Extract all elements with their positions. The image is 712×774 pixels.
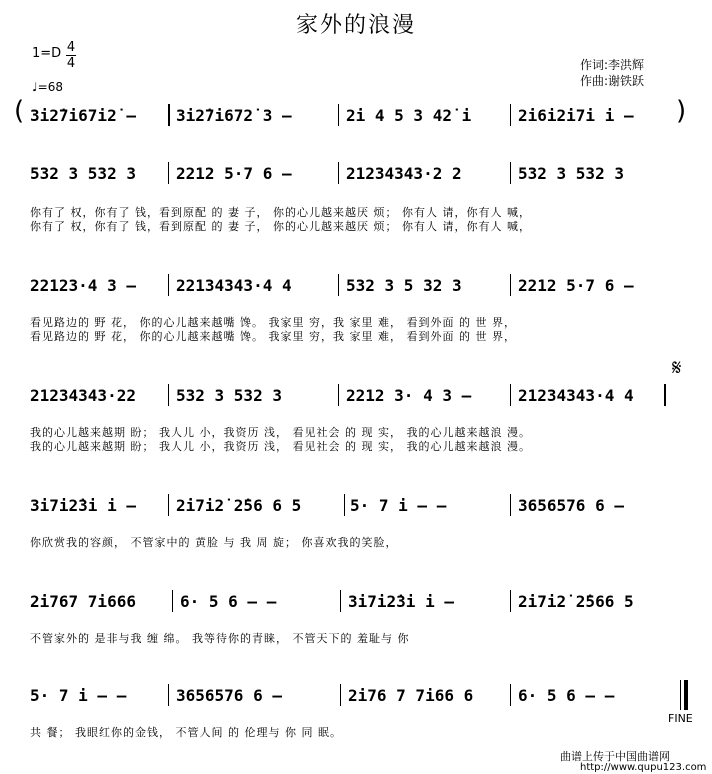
- barline: [168, 494, 169, 516]
- row4-measure3: 2212 3· 4 3 –: [346, 386, 472, 405]
- row3-lyrics-verse2: 看见路边的 野 花， 你的心儿越来越嘴 馋。 我家里 穷，我 家里 难， 看到外面 的 世 界，: [30, 330, 516, 343]
- row1-measure4: 2̇i6i2̇i7i i –: [518, 106, 634, 125]
- row7-measure3: 2̇i76 7 7i66 6: [348, 686, 474, 705]
- barline: [344, 494, 345, 516]
- row1-measure1: 3i2̇7i67i2̇ –: [30, 106, 136, 125]
- time-bottom: 4: [66, 56, 76, 71]
- barline: [338, 104, 339, 126]
- row3-lyrics-verse1: 看见路边的 野 花， 你的心儿越来越嘴 馋。 我家里 穷，我 家里 难， 看到外面 的 世 界，: [30, 316, 516, 329]
- tempo-marking: ♩=68: [32, 80, 63, 94]
- double-barline: [664, 384, 666, 406]
- row7-measure2: 3656576 6 –: [176, 686, 282, 705]
- row5-measure1: 3i7i2̇3i i –: [30, 496, 136, 515]
- row6-measure3: 3i7i2̇3i i –: [348, 592, 454, 611]
- row6-measure1: 2̇i767 7i666: [30, 592, 136, 611]
- row3-measure1: 22123·4 3 –: [30, 276, 136, 295]
- row7-measure4: 6· 5 6 – –: [518, 686, 615, 705]
- time-top: 4: [66, 40, 76, 55]
- row2-lyrics-verse2: 你有了 权，你有了 钱，看到原配 的 妻 子， 你的心儿越来越厌 烦； 你有人 请，你有人 喊，: [30, 220, 531, 233]
- row5-lyrics: 你欣赏我的容颜， 不管家中的 黄脸 与 我 周 旋； 你喜欢我的笑脸，: [30, 536, 398, 549]
- barline: [510, 274, 511, 296]
- row3-measure4: 2212 5·7 6 –: [518, 276, 634, 295]
- lyricist: 作词:李洪辉: [580, 58, 645, 72]
- row1-measure2: 3i2̇7i672̇ 3 –: [176, 106, 292, 125]
- barline: [510, 590, 511, 612]
- barline: [168, 162, 169, 184]
- barline: [338, 162, 339, 184]
- footer-credit: 曲谱上传于中国曲谱网: [560, 750, 670, 763]
- footer-url: http://www.qupu123.com: [580, 762, 707, 773]
- row2-measure2: 2212 5·7 6 –: [176, 164, 292, 183]
- row4-measure2: 532 3 532 3: [176, 386, 282, 405]
- final-barline-thick: [684, 680, 688, 710]
- row2-measure1: 532 3 532 3: [30, 164, 136, 183]
- row7-measure1: 5· 7 i – –: [30, 686, 127, 705]
- barline: [168, 684, 169, 706]
- barline: [510, 494, 511, 516]
- barline: [338, 384, 339, 406]
- barline: [168, 104, 170, 126]
- barline: [168, 384, 169, 406]
- composer: 作曲:谢铁跃: [580, 74, 645, 88]
- barline: [172, 590, 173, 612]
- row6-measure2: 6· 5 6 – –: [180, 592, 277, 611]
- row3-measure3: 532 3 5 32 3: [346, 276, 462, 295]
- key-signature: 1=D: [32, 46, 62, 61]
- time-signature: [66, 40, 76, 71]
- row4-measure1: 21234343·22: [30, 386, 136, 405]
- row5-measure2: 2̇i7i2̇ 2̇56 6 5: [176, 496, 302, 515]
- final-barline-thin: [680, 680, 681, 710]
- row4-lyrics-verse1: 我的心儿越来越期 盼； 我人儿 小，我资历 浅， 看见社会 的 现 实， 我的心儿越来越浪 漫。: [30, 426, 531, 439]
- row2-measure4: 532 3 532 3: [518, 164, 624, 183]
- row4-lyrics-verse2: 我的心儿越来越期 盼； 我人儿 小，我资历 浅， 看见社会 的 现 实， 我的心儿越来越浪 漫。: [30, 440, 531, 453]
- barline: [168, 274, 169, 296]
- row4-measure4: 21234343·4 4: [518, 386, 634, 405]
- open-paren: (: [14, 96, 25, 126]
- barline: [340, 590, 341, 612]
- barline: [510, 384, 511, 406]
- row7-lyrics: 共 餐； 我眼红你的金钱， 不管人间 的 伦理与 你 同 眠。: [30, 726, 342, 739]
- barline: [510, 684, 511, 706]
- row6-lyrics: 不管家外的 是非与我 缠 绵。 我等待你的青睐， 不管天下的 羞耻与 你: [30, 632, 410, 645]
- segno-icon: 𝄋: [672, 356, 682, 381]
- barline: [510, 162, 511, 184]
- row5-measure3: 5· 7 i – –: [350, 496, 447, 515]
- barline: [510, 104, 511, 126]
- row6-measure4: 2̇i7i2̇ 2̇566 5: [518, 592, 634, 611]
- song-title: 家外的浪漫: [295, 13, 416, 38]
- row3-measure2: 22134343·4 4: [176, 276, 292, 295]
- barline: [338, 274, 339, 296]
- close-paren: ): [676, 96, 687, 126]
- row2-measure3: 21234343·2 2: [346, 164, 462, 183]
- row1-measure3: 2̇i 4 5 3 42̇ i: [346, 106, 472, 125]
- row2-lyrics-verse1: 你有了 权，你有了 钱，看到原配 的 妻 子， 你的心儿越来越厌 烦； 你有人 请，你有人 喊，: [30, 206, 531, 219]
- fine-marking: FINE: [668, 712, 693, 725]
- row5-measure4: 3656576 6 –: [518, 496, 624, 515]
- barline: [340, 684, 341, 706]
